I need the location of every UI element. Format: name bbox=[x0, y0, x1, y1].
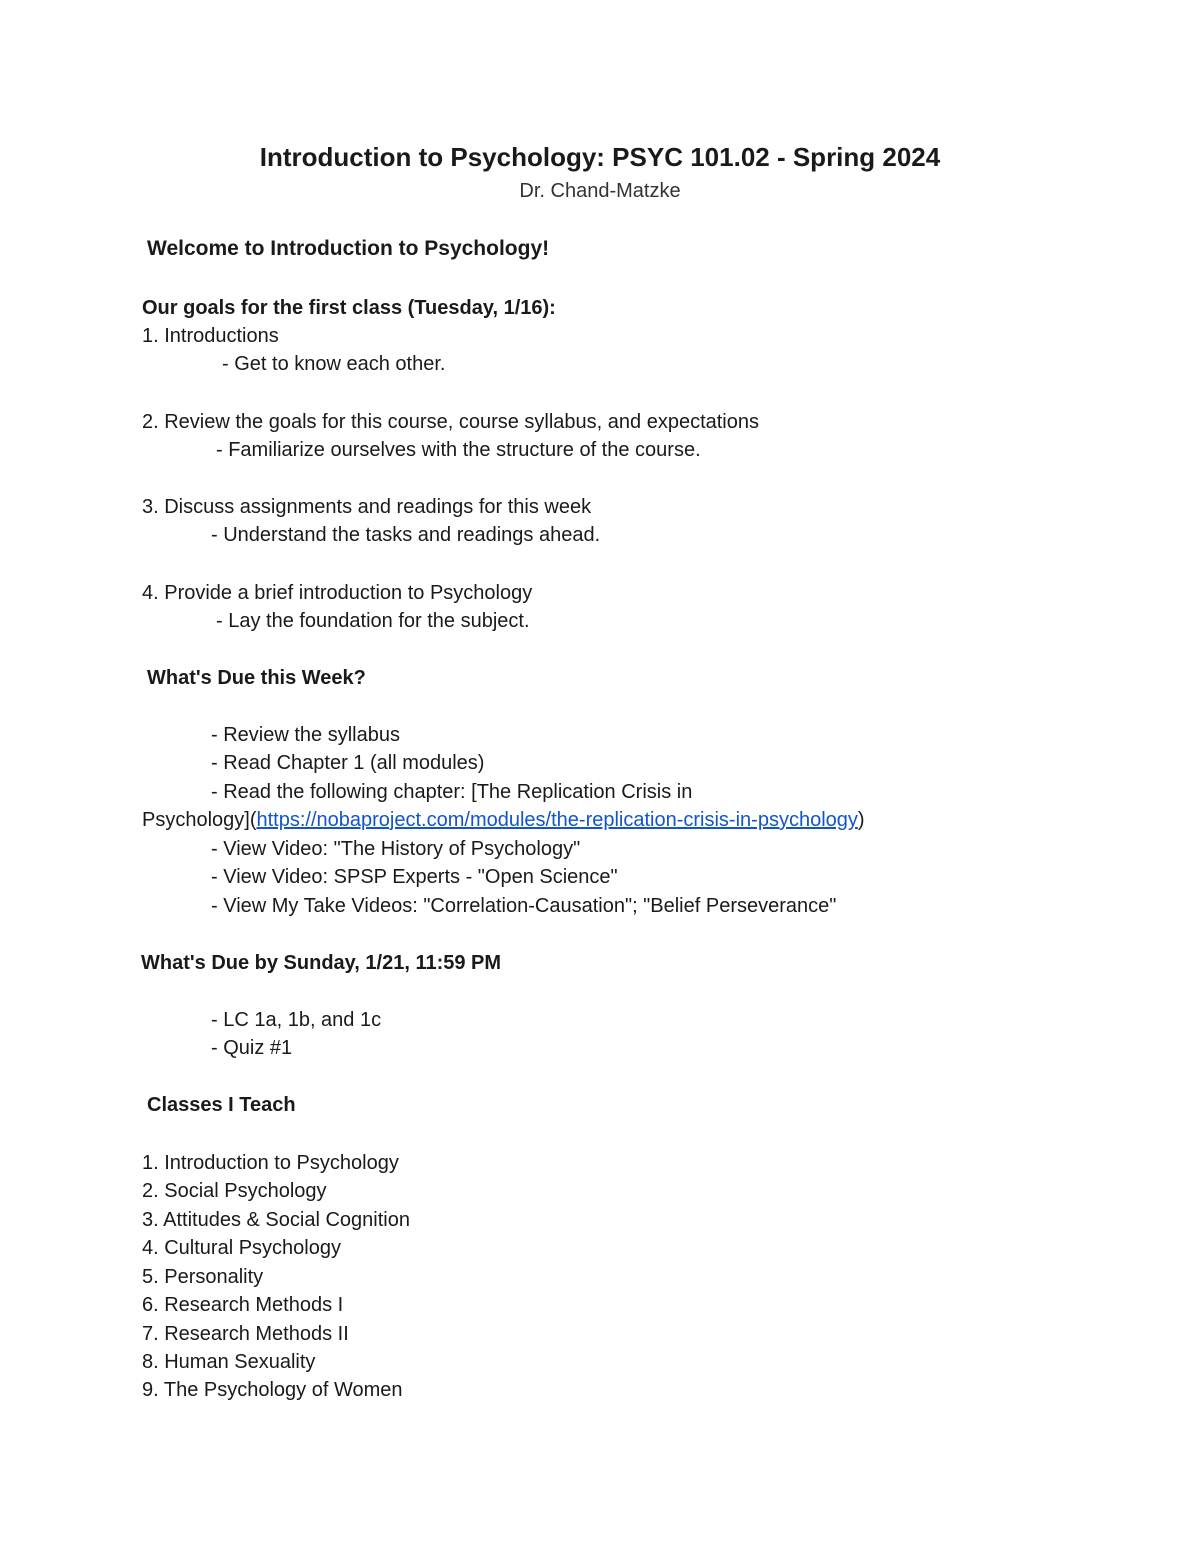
instructor-name: Dr. Chand-Matzke bbox=[519, 180, 681, 202]
class-item-7: 7. Research Methods II bbox=[142, 1323, 349, 1345]
goal-detail-1: - Get to know each other. bbox=[222, 353, 446, 375]
goal-item-3: 3. Discuss assignments and readings for this week bbox=[142, 496, 592, 518]
due-sunday-item-1: - LC 1a, 1b, and 1c bbox=[211, 1009, 382, 1031]
class-item-3: 3. Attitudes & Social Cognition bbox=[142, 1209, 410, 1231]
due-week-item-4: - View Video: "The History of Psychology" bbox=[211, 838, 581, 860]
class-item-2: 2. Social Psychology bbox=[142, 1180, 327, 1202]
goal-detail-4: - Lay the foundation for the subject. bbox=[216, 610, 530, 632]
link-prefix: Psychology]( bbox=[142, 809, 257, 831]
goal-item-2: 2. Review the goals for this course, course syllabus, and expectations bbox=[142, 411, 759, 433]
class-item-8: 8. Human Sexuality bbox=[142, 1351, 316, 1373]
class-item-1: 1. Introduction to Psychology bbox=[142, 1152, 399, 1174]
link-suffix: ) bbox=[857, 809, 865, 831]
goal-item-4: 4. Provide a brief introduction to Psychology bbox=[142, 582, 533, 604]
class-item-6: 6. Research Methods I bbox=[142, 1294, 344, 1316]
class-item-4: 4. Cultural Psychology bbox=[142, 1237, 341, 1259]
goal-item-1: 1. Introductions bbox=[142, 325, 279, 347]
classes-heading: Classes I Teach bbox=[147, 1094, 296, 1116]
replication-crisis-link[interactable]: https://nobaproject.com/modules/the-replication-crisis-in-psychology bbox=[256, 809, 858, 831]
due-week-item-5: - View Video: SPSP Experts - "Open Science" bbox=[211, 866, 618, 888]
class-item-9: 9. The Psychology of Women bbox=[142, 1379, 403, 1401]
due-week-item-6: - View My Take Videos: "Correlation-Causation"; "Belief Perseverance" bbox=[211, 895, 837, 917]
page-title: Introduction to Psychology: PSYC 101.02 - Spring 2024 bbox=[259, 142, 941, 172]
due-week-item-3: - Read the following chapter: [The Replication Crisis in bbox=[211, 781, 693, 803]
class-item-5: 5. Personality bbox=[142, 1266, 264, 1288]
due-week-item-1: - Review the syllabus bbox=[211, 724, 400, 746]
due-week-item-2: - Read Chapter 1 (all modules) bbox=[211, 752, 485, 774]
due-week-heading: What's Due this Week? bbox=[147, 667, 366, 689]
welcome-heading: Welcome to Introduction to Psychology! bbox=[147, 237, 550, 260]
goal-detail-2: - Familiarize ourselves with the structure of the course. bbox=[216, 439, 701, 461]
due-sunday-item-2: - Quiz #1 bbox=[211, 1037, 293, 1059]
due-sunday-heading: What's Due by Sunday, 1/21, 11:59 PM bbox=[141, 952, 502, 974]
goal-detail-3: - Understand the tasks and readings ahead. bbox=[211, 524, 601, 546]
due-week-link-line bbox=[142, 807, 865, 833]
goals-heading: Our goals for the first class (Tuesday, 1/16): bbox=[142, 297, 556, 319]
